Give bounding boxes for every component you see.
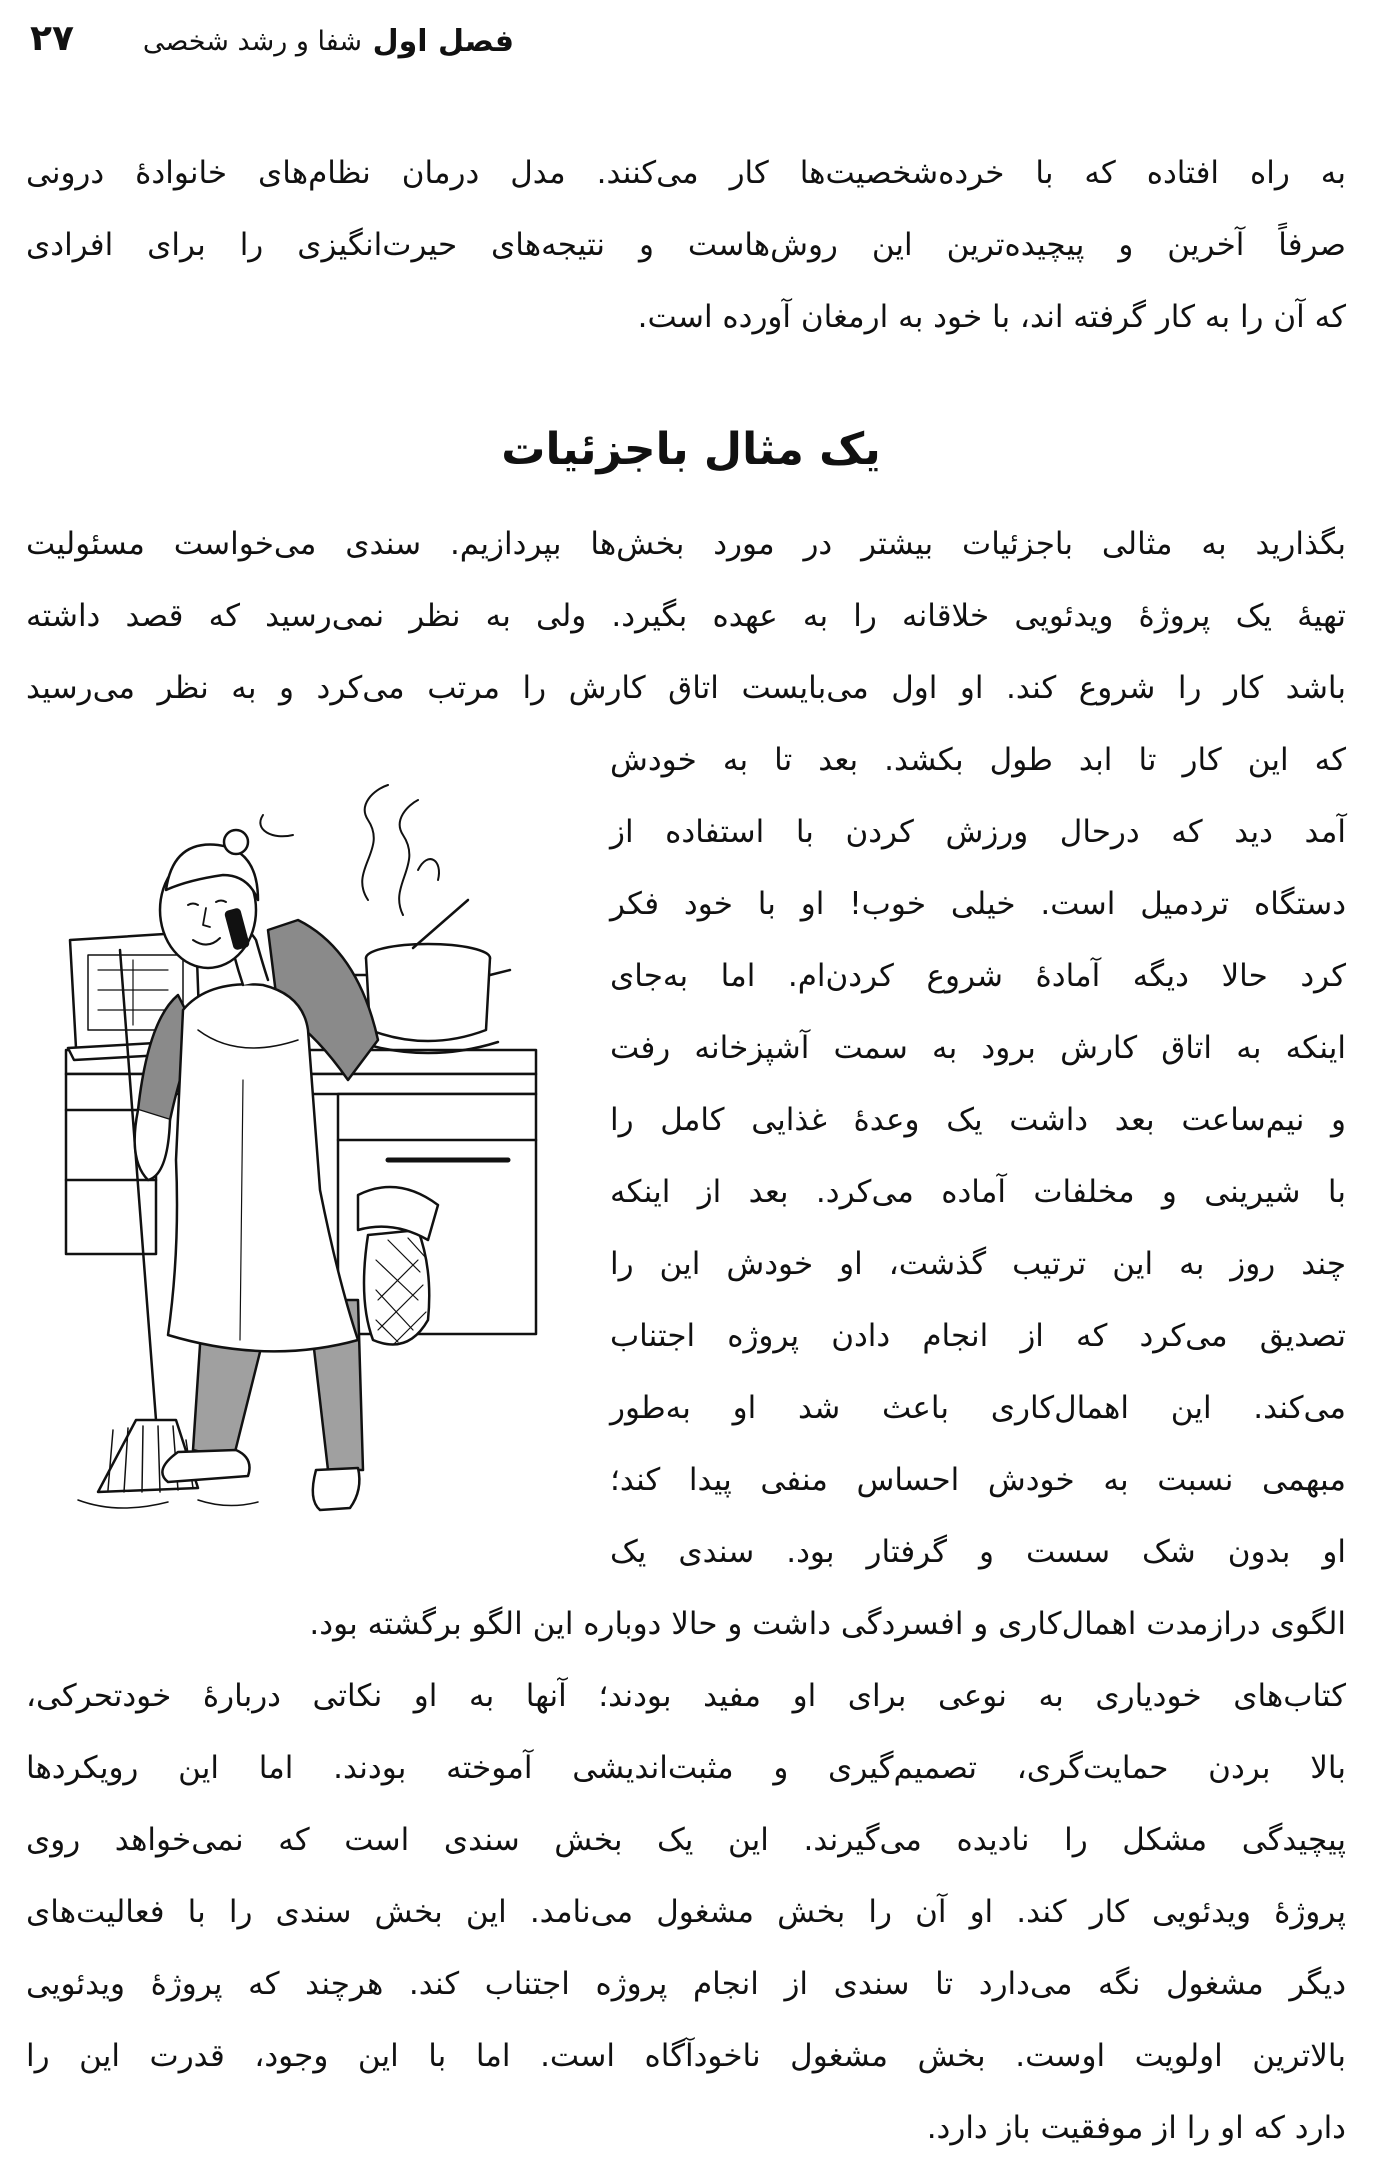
- text-line: پیچیدگی مشکل را نادیده می‌گیرند. این یک بخش سندی است که نمی‌خواهد روی: [26, 1822, 1346, 1858]
- text-line: بالاترین اولویت اوست. بخش مشغول ناخودآگاه است. اما با این وجود، قدرت این را: [26, 2038, 1346, 2074]
- text-line: الگوی درازمدت اهمال‌کاری و افسردگی داشت و حالا دوباره این الگو برگشته بود.: [309, 1606, 1346, 1642]
- text-line: او بدون شک سست و گرفتار بود. سندی یک: [610, 1534, 1346, 1570]
- book-subtitle: شفا و رشد شخصی: [142, 26, 362, 57]
- text-line: تصدیق می‌کرد که از انجام دادن پروژه اجتناب: [610, 1318, 1346, 1354]
- example-paragraph-start: [26, 508, 1346, 724]
- text-line: پروژۀ ویدئویی کار کند. او آن را بخش مشغول می‌نامد. این بخش سندی را با فعالیت‌های: [26, 1894, 1346, 1930]
- text-line: صرفاً آخرین و پیچیده‌ترین این روش‌هاست و نتیجه‌های حیرت‌انگیزی را برای افرادی: [26, 227, 1346, 263]
- text-line: که این کار تا ابد طول بکشد. بعد تا به خودش: [610, 742, 1346, 778]
- text-line: تهیۀ یک پروژۀ ویدئویی خلاقانه را به عهده بگیرد. ولی به نظر نمی‌رسید که قصد داشته: [26, 598, 1346, 634]
- text-line: دستگاه تردمیل است. خیلی خوب! او با خود فکر: [610, 886, 1346, 922]
- text-line: چند روز به این ترتیب گذشت، او خودش این را: [610, 1246, 1346, 1282]
- text-line: اینکه به اتاق کارش برود به سمت آشپزخانه رفت: [610, 1030, 1346, 1066]
- text-line: بگذارید به مثالی باجزئیات بیشتر در مورد بخش‌ها بپردازیم. سندی می‌خواست مسئولیت: [26, 526, 1346, 562]
- woman-cooking-illustration: [58, 780, 558, 1530]
- text-line: که آن را به کار گرفته اند، با خود به ارمغان آورده است.: [637, 299, 1346, 335]
- example-paragraph-end: [54, 1588, 1346, 1660]
- section-heading: یک مثال باجزئیات: [501, 424, 881, 475]
- text-line: مبهمی نسبت به خودش احساس منفی پیدا کند؛: [610, 1462, 1346, 1498]
- text-line: بالا بردن حمایت‌گری، تصمیم‌گیری و مثبت‌اندیشی آموخته بودند. اما این رویکردها: [26, 1750, 1346, 1786]
- running-header: [0, 14, 1382, 68]
- text-line: باشد کار را شروع کند. او اول می‌بایست اتاق کارش را مرتب می‌کرد و به نظر می‌رسید: [26, 670, 1346, 706]
- steam-lines: [260, 785, 439, 915]
- text-line: می‌کند. این اهمال‌کاری باعث شد او به‌طور: [610, 1390, 1346, 1426]
- text-line: کرد حالا دیگه آمادۀ شروع کردن‌ام. اما به‌جای: [610, 958, 1346, 994]
- text-line: دیگر مشغول نگه می‌دارد تا سندی از انجام پروژه اجتناب کند. هرچند که پروژۀ ویدئویی: [26, 1966, 1346, 2002]
- text-line: آمد دید که درحال ورزش کردن با استفاده از: [610, 814, 1346, 850]
- chapter-title: فصل اول: [372, 24, 514, 59]
- text-line: با شیرینی و مخلفات آماده می‌کرد. بعد از اینکه: [610, 1174, 1346, 1210]
- example-paragraph-wrapped: [610, 724, 1346, 1588]
- text-line: کتاب‌های خودیاری به نوعی برای او مفید بودند؛ آنها به او نکاتی دربارۀ خودتحرکی،: [26, 1678, 1346, 1714]
- text-line: به راه افتاده که با خرده‌شخصیت‌ها کار می‌کنند. مدل درمان نظام‌های خانوادۀ درونی: [26, 155, 1346, 191]
- intro-paragraph: [26, 137, 1346, 353]
- final-paragraph: [26, 1660, 1346, 2164]
- text-line: و نیم‌ساعت بعد داشت یک وعدۀ غذایی کامل را: [610, 1102, 1346, 1138]
- text-line: دارد که او را از موفقیت باز دارد.: [926, 2110, 1346, 2146]
- page-number: ۲۷: [30, 18, 74, 59]
